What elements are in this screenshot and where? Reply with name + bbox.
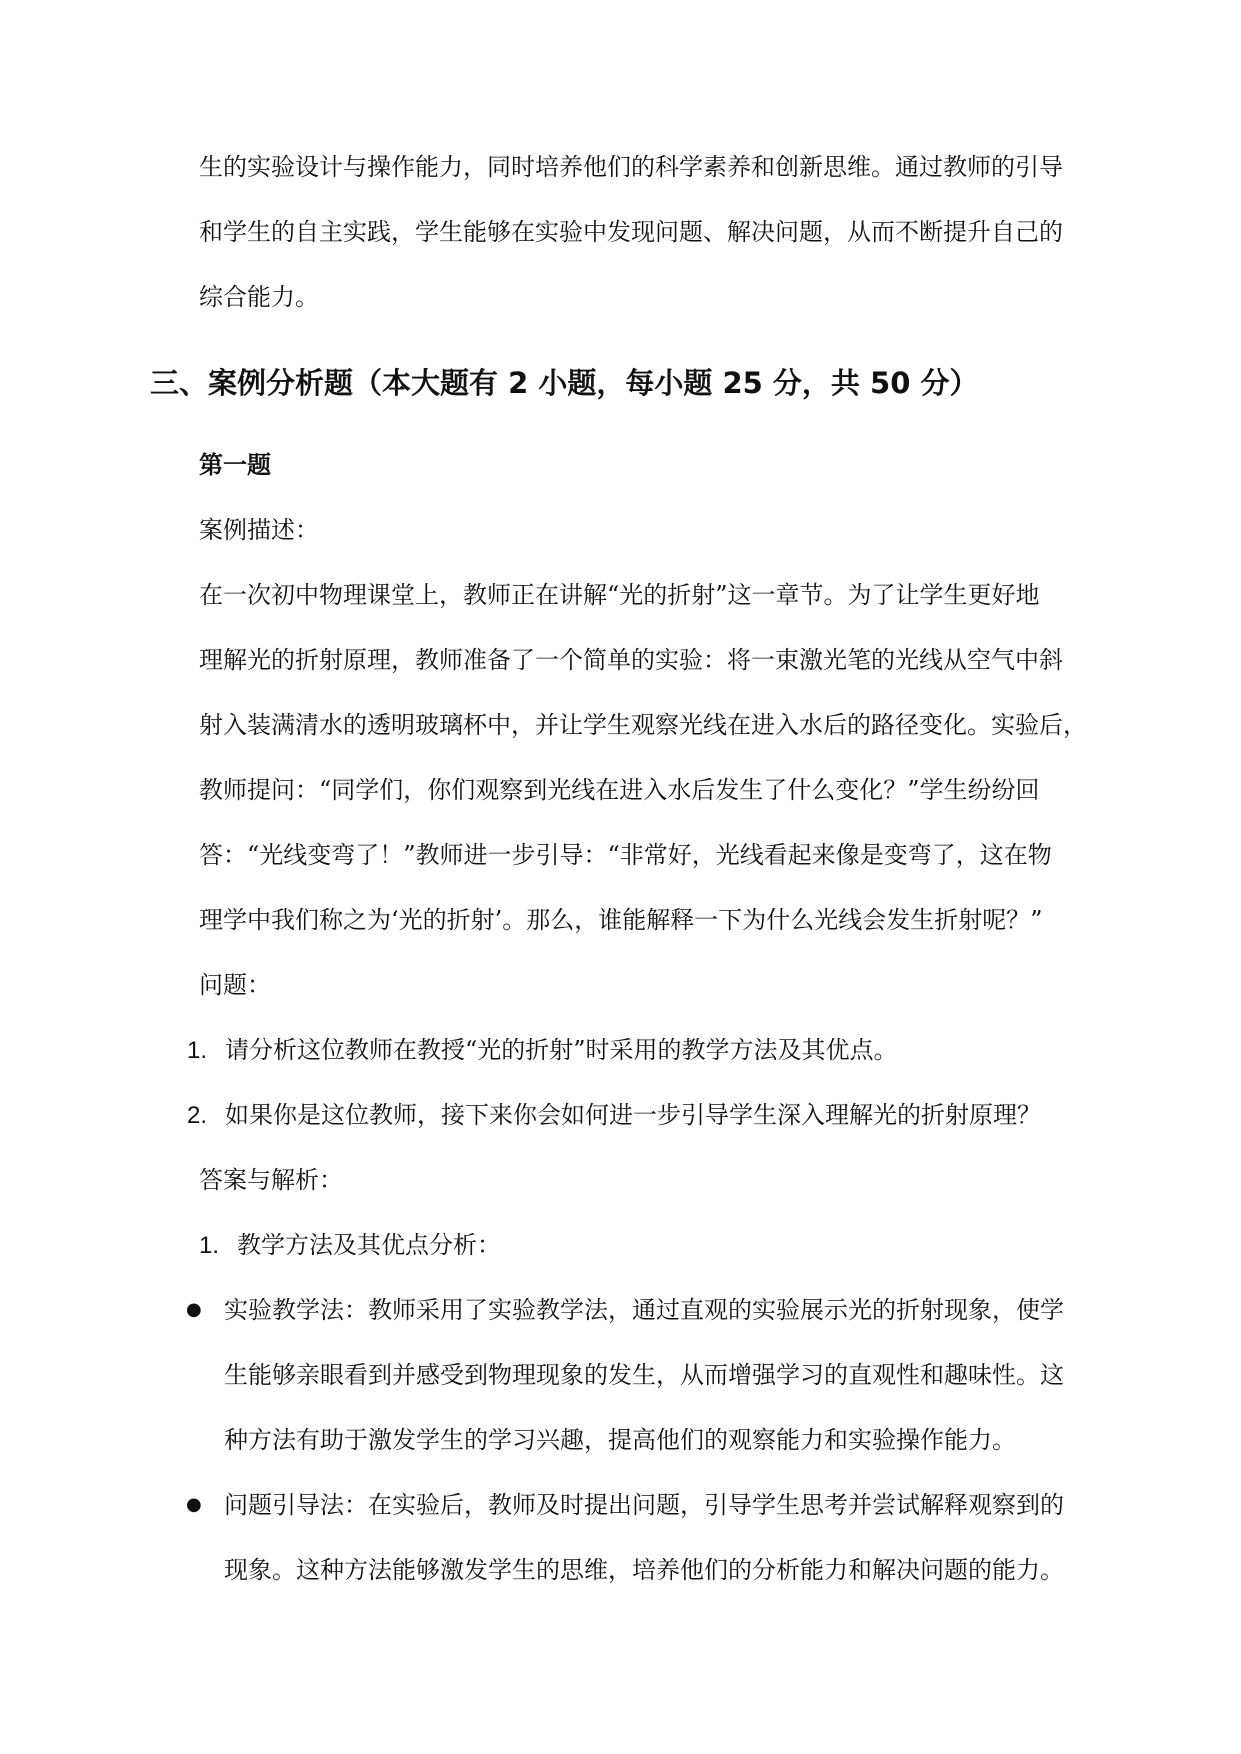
bullet-1-line-2: 生能够亲眼看到并感受到物理现象的发生，从而增强学习的直观性和趣味性。这: [224, 1361, 1064, 1389]
answer-item-1: [199, 1230, 501, 1261]
bullet-2-line-2: 现象。这种方法能够激发学生的思维，培养他们的分析能力和解决问题的能力。: [224, 1556, 1064, 1584]
question-title: 第一题: [199, 451, 271, 479]
question-text: 请分析这位教师在教授“光的折射”时采用的教学方法及其优点。: [225, 1036, 898, 1064]
case-line-3: 射入装满清水的透明玻璃杯中，并让学生观察光线在进入水后的路径变化。实验后，: [199, 711, 1087, 739]
bullet-1-line-1: 实验教学法：教师采用了实验教学法，通过直观的实验展示光的折射现象，使学: [224, 1296, 1064, 1324]
question-number: 2.: [187, 1102, 208, 1129]
bullet-icon: ●: [186, 1299, 202, 1320]
intro-line-3: 综合能力。: [199, 283, 319, 311]
question-item-1: [187, 1035, 898, 1066]
case-line-2: 理解光的折射原理，教师准备了一个简单的实验：将一束激光笔的光线从空气中斜: [199, 646, 1063, 674]
questions-label: 问题：: [199, 971, 271, 999]
intro-line-2: 和学生的自主实践，学生能够在实验中发现问题、解决问题，从而不断提升自己的: [199, 218, 1063, 246]
case-label: 案例描述：: [199, 516, 319, 544]
case-line-1: 在一次初中物理课堂上，教师正在讲解“光的折射”这一章节。为了让学生更好地: [199, 581, 1040, 609]
case-line-5: 答：“光线变弯了！”教师进一步引导：“非常好，光线看起来像是变弯了，这在物: [199, 841, 1052, 869]
question-text: 如果你是这位教师，接下来你会如何进一步引导学生深入理解光的折射原理？: [225, 1101, 1041, 1129]
answer-item-text: 教学方法及其优点分析：: [237, 1231, 501, 1259]
answer-number: 1.: [199, 1232, 220, 1259]
case-line-4: 教师提问：“同学们，你们观察到光线在进入水后发生了什么变化？”学生纷纷回: [199, 776, 1040, 804]
question-number: 1.: [187, 1037, 208, 1064]
bullet-1-line-3: 种方法有助于激发学生的学习兴趣，提高他们的观察能力和实验操作能力。: [224, 1426, 1016, 1454]
intro-line-1: 生的实验设计与操作能力，同时培养他们的科学素养和创新思维。通过教师的引导: [199, 153, 1063, 181]
case-line-6: 理学中我们称之为‘光的折射’。那么，谁能解释一下为什么光线会发生折射呢？”: [199, 906, 1043, 934]
bullet-2-line-1: 问题引导法：在实验后，教师及时提出问题，引导学生思考并尝试解释观察到的: [224, 1491, 1064, 1519]
section-heading: 三、案例分析题（本大题有 2 小题，每小题 25 分，共 50 分）: [150, 366, 979, 400]
answer-label: 答案与解析：: [199, 1166, 343, 1194]
question-item-2: [187, 1100, 1041, 1131]
bullet-icon: ●: [186, 1494, 202, 1515]
